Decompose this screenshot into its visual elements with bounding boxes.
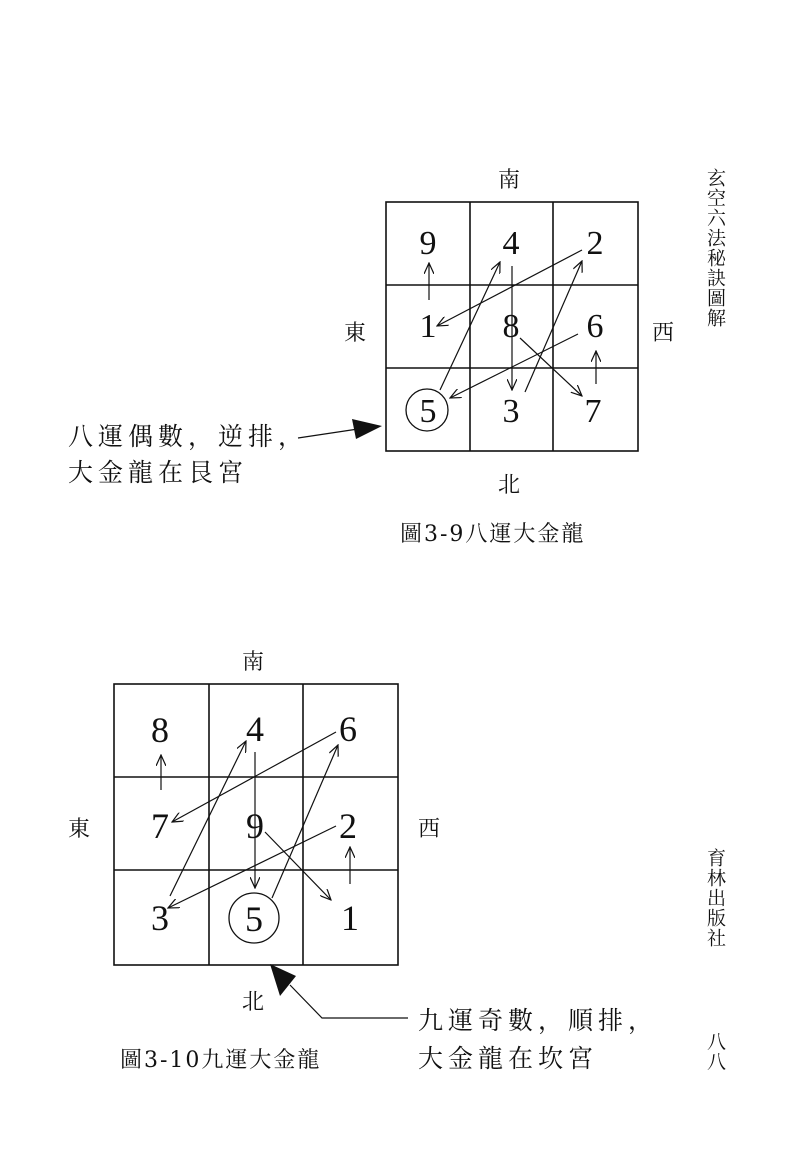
- diagram1-cell-8: 7: [584, 393, 602, 430]
- diagram2-arrow-3-4: [170, 741, 246, 896]
- diagram1-north-label: 北: [498, 473, 521, 498]
- diagram1-note-line2: 大金龍在艮宮: [68, 458, 249, 487]
- diagram2-cell-1: 4: [246, 709, 264, 749]
- diagram2-cell-5: 2: [339, 806, 357, 846]
- diagram2-caption: 圖3-10九運大金龍: [120, 1048, 322, 1073]
- diagram2-cell-0: 8: [151, 710, 169, 750]
- diagram2-east-label: 東: [68, 817, 91, 842]
- diagram1-cell-2: 2: [586, 225, 604, 262]
- diagram2-cell-3: 7: [151, 806, 169, 846]
- diagram2-cell-6: 3: [151, 898, 169, 938]
- diagram1-cell-7: 3: [502, 393, 520, 430]
- diagram2-west-label: 西: [418, 817, 441, 842]
- diagram2-pointer-arrow: [270, 964, 408, 1018]
- diagram1-cell-6: 5: [419, 393, 437, 430]
- page-number: 八八: [704, 1032, 726, 1072]
- diagram2-note-line2: 大金龍在坎宮: [418, 1044, 599, 1073]
- diagram2-south-label: 南: [242, 650, 265, 675]
- diagram2-cell-8: 1: [341, 898, 359, 938]
- diagram1-cell-4: 8: [502, 308, 520, 345]
- diagram1-south-label: 南: [498, 168, 521, 193]
- diagram1-caption: 圖3-9八運大金龍: [400, 522, 586, 547]
- diagram1-cell-3: 1: [419, 308, 437, 345]
- diagram2-note-line1: 九運奇數，順排，: [418, 1006, 659, 1035]
- diagram1-west-label: 西: [652, 321, 675, 346]
- diagram2-north-label: 北: [242, 990, 265, 1015]
- diagram2-cell-4: 9: [246, 806, 264, 846]
- diagram1-cell-5: 6: [586, 308, 604, 345]
- publisher-name: 育林出版社: [704, 848, 726, 948]
- diagram1-east-label: 東: [344, 321, 367, 346]
- diagram1-cell-0: 9: [419, 225, 437, 262]
- book-title: 玄空六法秘訣圖解: [704, 168, 726, 328]
- diagram2-arrow-5-6: [272, 745, 338, 898]
- diagram1-note-line1: 八運偶數，逆排，: [68, 422, 309, 451]
- diagram2-cell-2: 6: [339, 709, 357, 749]
- diagram2-cell-7: 5: [245, 899, 263, 939]
- diagram1-cell-1: 4: [502, 225, 520, 262]
